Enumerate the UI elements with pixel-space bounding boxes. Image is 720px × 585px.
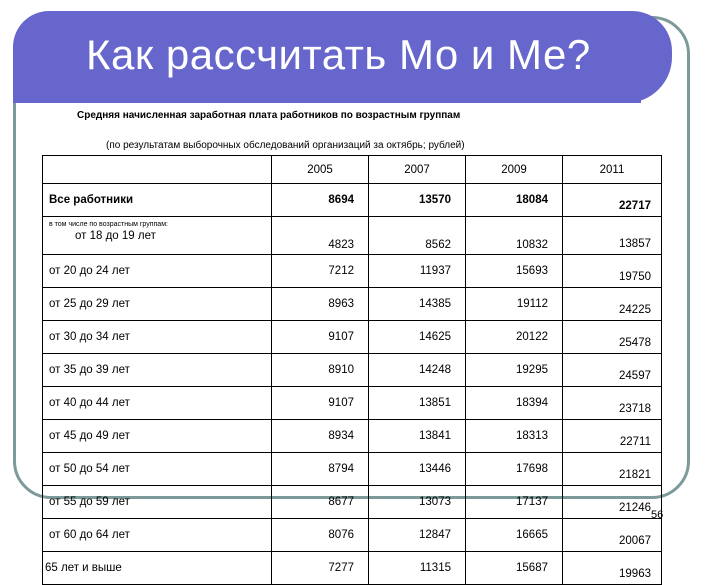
cell-value: 19750 bbox=[563, 255, 662, 288]
cell-value: 19963 bbox=[563, 552, 662, 585]
table-row bbox=[43, 486, 662, 519]
cell-value: 13851 bbox=[369, 387, 466, 420]
table-row bbox=[43, 519, 662, 552]
cell-value: 22711 bbox=[563, 420, 662, 453]
cell-value: 13446 bbox=[369, 453, 466, 486]
title-underline bbox=[78, 100, 641, 103]
row-label: от 20 до 24 лет bbox=[43, 255, 272, 288]
cell-value: 25478 bbox=[563, 321, 662, 354]
cell-value: 20067 bbox=[563, 519, 662, 552]
row-label bbox=[43, 217, 272, 255]
row-label: от 45 до 49 лет bbox=[43, 420, 272, 453]
slide-title: Как рассчитать Мо и Ме? bbox=[86, 31, 591, 78]
cell-value: 19112 bbox=[466, 288, 563, 321]
table-row bbox=[43, 453, 662, 486]
cell-value: 9107 bbox=[272, 387, 369, 420]
table-row bbox=[43, 288, 662, 321]
cell-value: 18394 bbox=[466, 387, 563, 420]
cell-value: 24225 bbox=[563, 288, 662, 321]
cell-value: 16665 bbox=[466, 519, 563, 552]
cell-value: 21246 bbox=[563, 486, 662, 519]
cell-value: 13857 bbox=[563, 217, 662, 255]
cell-value: 14248 bbox=[369, 354, 466, 387]
row-label: от 50 до 54 лет bbox=[43, 453, 272, 486]
cell-value: 11937 bbox=[369, 255, 466, 288]
cell-value: 17698 bbox=[466, 453, 563, 486]
row-label: от 60 до 64 лет bbox=[43, 519, 272, 552]
cell-value: 8677 bbox=[272, 486, 369, 519]
cell-value: 8794 bbox=[272, 453, 369, 486]
cell-value: 17137 bbox=[466, 486, 563, 519]
row-label: от 35 до 39 лет bbox=[43, 354, 272, 387]
cell-value: 8562 bbox=[369, 217, 466, 255]
header-year: 2011 bbox=[563, 156, 662, 184]
table-row-all-workers bbox=[43, 184, 662, 217]
cell-value: 13570 bbox=[369, 184, 466, 217]
row-label-text: от 18 до 19 лет bbox=[75, 230, 156, 242]
header-empty-cell bbox=[43, 156, 272, 184]
cell-value: 20122 bbox=[466, 321, 563, 354]
cell-value: 10832 bbox=[466, 217, 563, 255]
table-header-row bbox=[43, 156, 662, 184]
row-label: от 25 до 29 лет bbox=[43, 288, 272, 321]
header-year: 2005 bbox=[272, 156, 369, 184]
table-row bbox=[43, 387, 662, 420]
cell-value: 12847 bbox=[369, 519, 466, 552]
header-year: 2007 bbox=[369, 156, 466, 184]
table-row bbox=[43, 255, 662, 288]
slide-number: 56 bbox=[651, 509, 664, 521]
cell-value: 14385 bbox=[369, 288, 466, 321]
salary-table bbox=[42, 155, 662, 585]
table-row bbox=[43, 552, 662, 585]
cell-value: 13841 bbox=[369, 420, 466, 453]
cell-value: 7212 bbox=[272, 255, 369, 288]
cell-value: 8934 bbox=[272, 420, 369, 453]
table-note: (по результатам выборочных обследований организаций за октябрь; рублей) bbox=[106, 140, 465, 151]
cell-value: 18313 bbox=[466, 420, 563, 453]
cell-value: 18084 bbox=[466, 184, 563, 217]
cell-value: 14625 bbox=[369, 321, 466, 354]
table-row bbox=[43, 321, 662, 354]
table-row bbox=[43, 420, 662, 453]
table-subtitle: Средняя начисленная заработная плата работников по возрастным группам bbox=[77, 110, 461, 121]
table-row bbox=[43, 217, 662, 255]
cell-value: 13073 bbox=[369, 486, 466, 519]
cell-value: 15693 bbox=[466, 255, 563, 288]
cell-value: 8076 bbox=[272, 519, 369, 552]
cell-value: 9107 bbox=[272, 321, 369, 354]
cell-value: 8963 bbox=[272, 288, 369, 321]
cell-value: 8694 bbox=[272, 184, 369, 217]
row-label: 65 лет и выше bbox=[43, 552, 272, 585]
cell-value: 11315 bbox=[369, 552, 466, 585]
row-label: от 55 до 59 лет bbox=[43, 486, 272, 519]
cell-value: 24597 bbox=[563, 354, 662, 387]
row-label: Все работники bbox=[43, 184, 272, 217]
subgroup-note: в том числе по возрастным группам: bbox=[49, 221, 168, 228]
cell-value: 15687 bbox=[466, 552, 563, 585]
header-year: 2009 bbox=[466, 156, 563, 184]
cell-value: 4823 bbox=[272, 217, 369, 255]
table-row bbox=[43, 354, 662, 387]
cell-value: 21821 bbox=[563, 453, 662, 486]
row-label: от 40 до 44 лет bbox=[43, 387, 272, 420]
cell-value: 7277 bbox=[272, 552, 369, 585]
cell-value: 23718 bbox=[563, 387, 662, 420]
cell-value: 22717 bbox=[563, 184, 662, 217]
cell-value: 8910 bbox=[272, 354, 369, 387]
row-label: от 30 до 34 лет bbox=[43, 321, 272, 354]
cell-value: 19295 bbox=[466, 354, 563, 387]
